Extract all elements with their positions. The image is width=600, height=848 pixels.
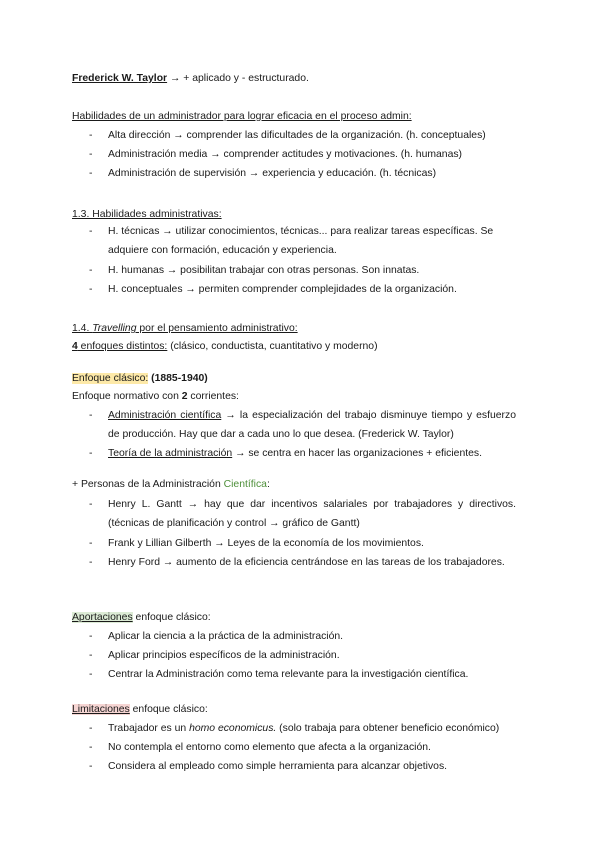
aportaciones-rest: enfoque clásico: bbox=[132, 612, 211, 623]
enfoques-label: enfoques distintos: bbox=[77, 341, 168, 352]
list-dash: - bbox=[89, 265, 93, 276]
limitaciones-rest: enfoque clásico: bbox=[129, 704, 208, 715]
list-item-text bbox=[108, 406, 516, 444]
list-item-text: Considera al empleado como simple herramienta para alcanzar objetivos. bbox=[108, 761, 448, 772]
term-administracion-cientifica: Administración científica bbox=[108, 410, 222, 421]
homo-economicus: homo economicus. bbox=[189, 723, 277, 734]
normativo-suffix: corrientes: bbox=[187, 391, 239, 402]
personas-prefix: + Personas de la Administración bbox=[72, 479, 224, 490]
list-dash: - bbox=[89, 538, 93, 549]
personas-suffix: : bbox=[266, 479, 270, 490]
enfoques-count: 4 bbox=[72, 341, 78, 352]
list-dash: - bbox=[89, 168, 93, 179]
list-item-text: Administración de supervisión → experiencia y educación. (h. técnicas) bbox=[108, 168, 437, 179]
personas-heading bbox=[72, 478, 270, 491]
list-item-text bbox=[108, 444, 516, 463]
list-item-text: Aplicar la ciencia a la práctica de la administración. bbox=[108, 631, 344, 642]
list-item-text: Administración media → comprender actitudes y motivaciones. (h. humanas) bbox=[108, 149, 463, 160]
list-item-text bbox=[108, 719, 516, 738]
list-dash: - bbox=[89, 499, 93, 510]
list-dash: - bbox=[89, 557, 93, 568]
aportaciones-label: Aportaciones bbox=[72, 612, 133, 623]
list-item-text: Aplicar principios específicos de la administración. bbox=[108, 650, 340, 661]
list-item-text: Henry Ford → aumento de la eficiencia centrándose en las tareas de los trabajadores. bbox=[108, 557, 505, 568]
limitaciones-label: Limitaciones bbox=[72, 704, 130, 715]
enfoques-rest: (clásico, conductista, cuantitativo y moderno) bbox=[167, 341, 378, 352]
list-dash: - bbox=[89, 761, 93, 772]
section-1-4-suffix: por el pensamiento administrativo: bbox=[136, 323, 298, 334]
list-item-text: H. técnicas → utilizar conocimientos, técnicas... para realizar tareas específicas. Se adquiere con formación, educación y experiencia. bbox=[108, 226, 494, 256]
limitacion-suffix: (solo trabaja para obtener beneficio económico) bbox=[276, 723, 500, 734]
list-dash: - bbox=[89, 226, 93, 237]
normativo-prefix: Enfoque normativo con bbox=[72, 391, 182, 402]
list-dash: - bbox=[89, 631, 93, 642]
enfoque-clasico-heading bbox=[72, 372, 208, 385]
aportaciones-heading bbox=[72, 611, 211, 624]
enfoque-clasico-label: Enfoque clásico: bbox=[72, 373, 149, 384]
section-1-3-heading: 1.3. Habilidades administrativas: bbox=[72, 209, 222, 220]
list-dash: - bbox=[89, 284, 93, 295]
list-dash: - bbox=[89, 669, 93, 680]
normativo-count: 2 bbox=[181, 391, 188, 402]
list-item-text: Alta dirección → comprender las dificultades de la organización. (h. conceptuales) bbox=[108, 130, 486, 141]
list-dash: - bbox=[89, 410, 93, 421]
list-dash: - bbox=[89, 448, 93, 459]
list-item-text: H. humanas → posibilitan trabajar con otras personas. Son innatas. bbox=[108, 265, 420, 276]
section-1-4-prefix: 1.4. bbox=[72, 323, 93, 334]
term-rest: → se centra en hacer las organizaciones + eficientes. bbox=[232, 448, 482, 459]
list-dash: - bbox=[89, 723, 93, 734]
list-dash: - bbox=[89, 742, 93, 753]
taylor-line bbox=[72, 72, 309, 85]
taylor-name: Frederick W. Taylor bbox=[72, 73, 168, 84]
list-item-text: Frank y Lillian Gilberth → Leyes de la economía de los movimientos. bbox=[108, 538, 424, 549]
term-rest: → la especialización del trabajo disminuye tiempo y esfuerzo de producción. Hay que dar a cada uno lo que desea. (Frederick W. Taylor) bbox=[108, 410, 516, 440]
habilidades-heading: Habilidades de un administrador para lograr eficacia en el proceso admin: bbox=[72, 111, 412, 122]
enfoque-normativo-line bbox=[72, 390, 239, 403]
limitacion-prefix: Trabajador es un bbox=[108, 723, 190, 734]
list-item-text: Henry L. Gantt → hay que dar incentivos salariales por trabajadores y directivos. (técnicas de planificación y control → gráfico de Gantt) bbox=[108, 499, 516, 529]
section-1-4-heading bbox=[72, 322, 298, 335]
list-dash: - bbox=[89, 149, 93, 160]
limitaciones-heading bbox=[72, 703, 208, 716]
personas-green-word: Científica bbox=[223, 479, 267, 490]
list-item-text: No contempla el entorno como elemento que afecta a la organización. bbox=[108, 742, 431, 753]
list-dash: - bbox=[89, 650, 93, 661]
list-dash: - bbox=[89, 130, 93, 141]
enfoque-clasico-years: (1885-1940) bbox=[148, 373, 208, 384]
term-teoria-administracion: Teoría de la administración bbox=[108, 448, 233, 459]
taylor-rest: → + aplicado y - estructurado. bbox=[167, 73, 309, 84]
enfoques-line bbox=[72, 340, 378, 353]
section-1-4-italic: Travelling bbox=[92, 323, 137, 334]
list-item-text: Centrar la Administración como tema relevante para la investigación científica. bbox=[108, 669, 469, 680]
list-item-text: H. conceptuales → permiten comprender complejidades de la organización. bbox=[108, 284, 457, 295]
